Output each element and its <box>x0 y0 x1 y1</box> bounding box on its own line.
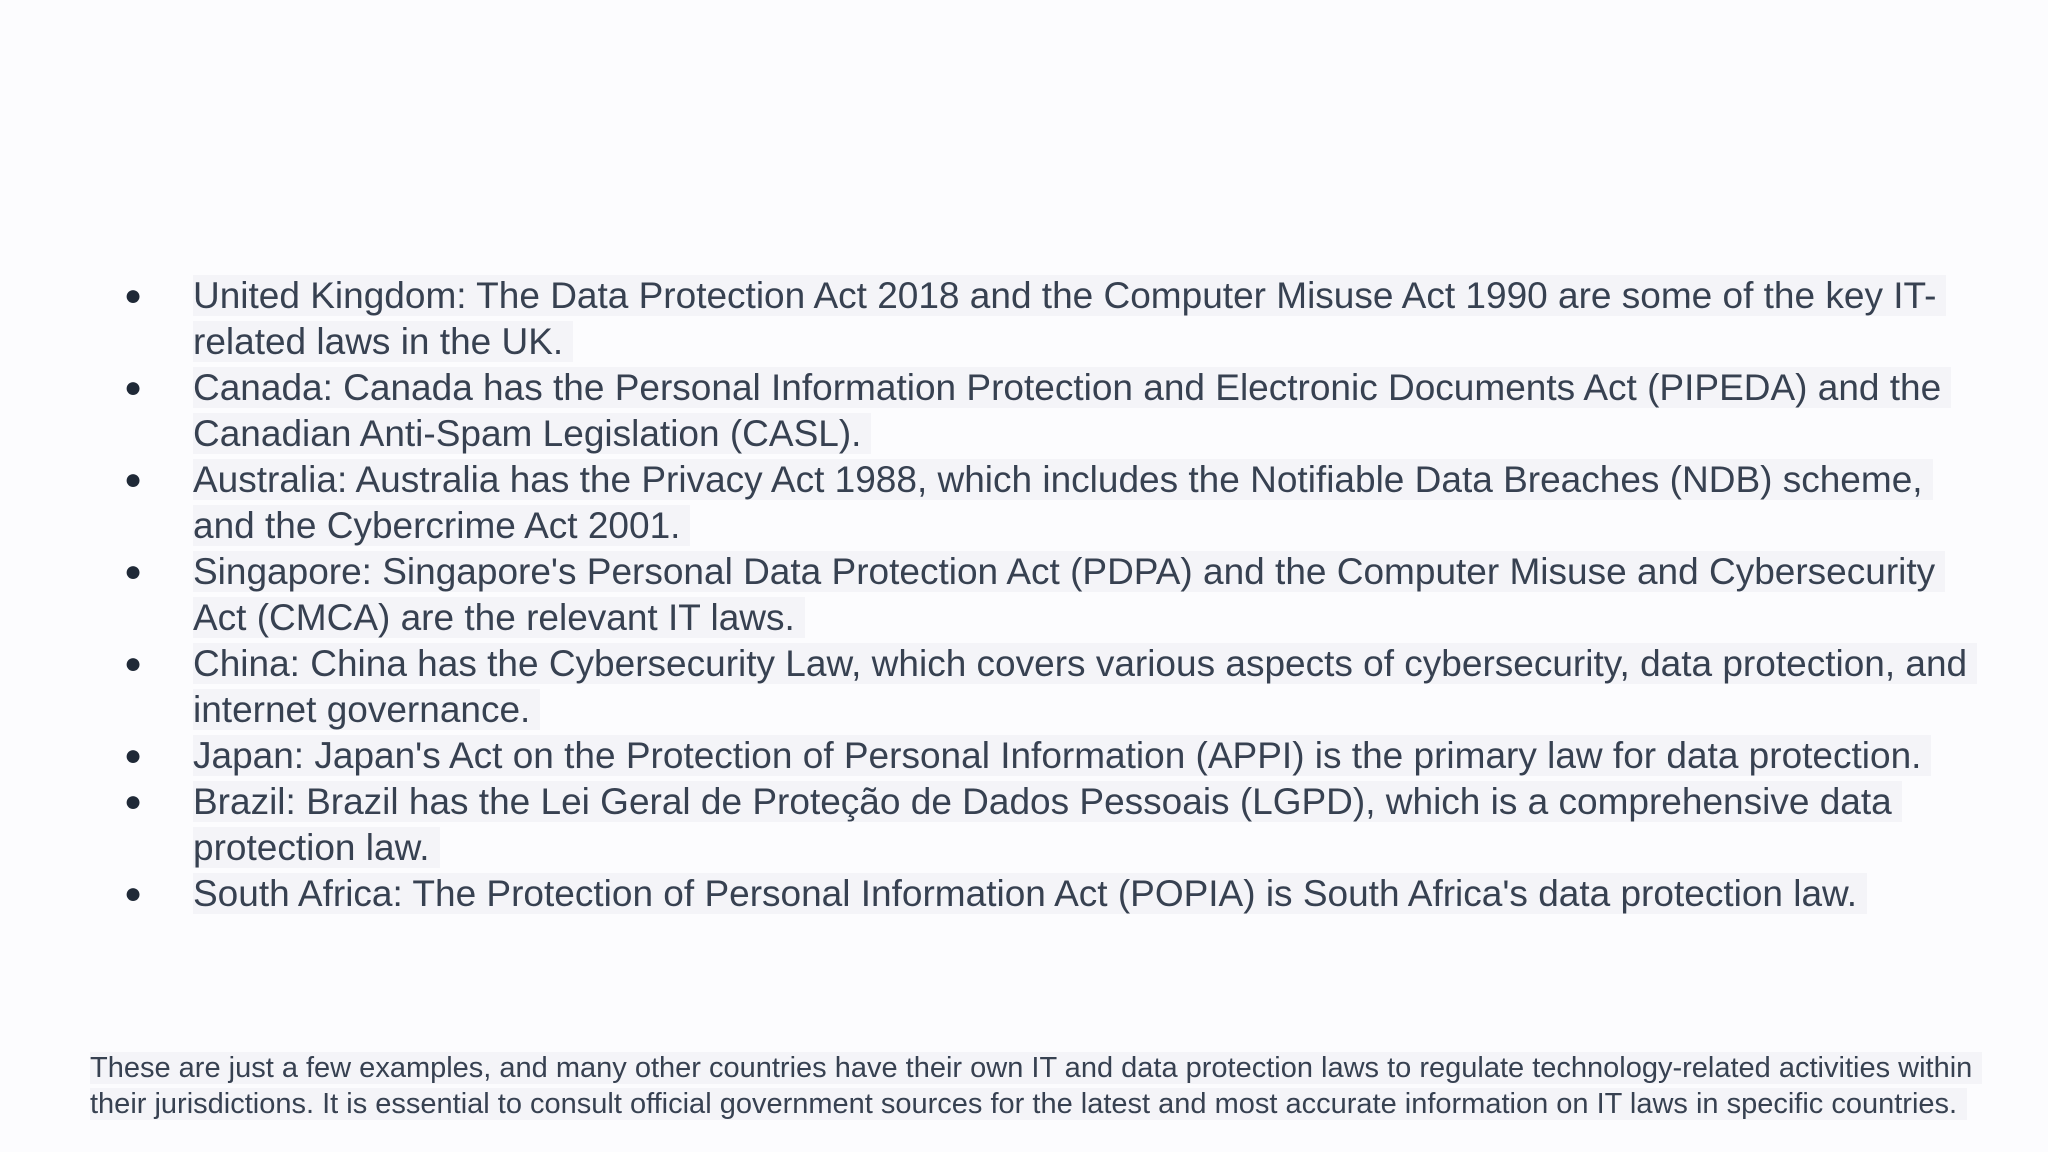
list-item-text: South Africa: The Protection of Personal Information Act (POPIA) is South Africa's data protection law. <box>193 873 1867 914</box>
list-item <box>120 365 1980 457</box>
it-laws-list <box>120 273 1980 917</box>
bullet-icon: ● <box>124 555 143 588</box>
bullet-icon: ● <box>124 647 143 680</box>
list-item <box>120 457 1980 549</box>
bullet-icon: ● <box>124 877 143 910</box>
list-item <box>120 641 1980 733</box>
closing-paragraph <box>90 1050 1990 1122</box>
bullet-icon: ● <box>124 785 143 818</box>
list-item-text: Singapore: Singapore's Personal Data Protection Act (PDPA) and the Computer Misuse and Cybersecurity Act (CMCA) are the relevant IT laws. <box>193 551 1945 638</box>
list-item <box>120 779 1980 871</box>
bullet-icon: ● <box>124 463 143 496</box>
list-item-text: Canada: Canada has the Personal Information Protection and Electronic Documents Act (PIPEDA) and the Canadian Anti-Spam Legislation (CASL). <box>193 367 1951 454</box>
list-item <box>120 733 1980 779</box>
list-item-text: United Kingdom: The Data Protection Act 2018 and the Computer Misuse Act 1990 are some of the key IT-related laws in the UK. <box>193 275 1946 362</box>
list-item-text: China: China has the Cybersecurity Law, which covers various aspects of cybersecurity, data protection, and internet governance. <box>193 643 1977 730</box>
bullet-icon: ● <box>124 371 143 404</box>
list-item <box>120 273 1980 365</box>
list-item-text: Japan: Japan's Act on the Protection of Personal Information (APPI) is the primary law for data protection. <box>193 735 1931 776</box>
list-item <box>120 871 1980 917</box>
list-item-text: Australia: Australia has the Privacy Act 1988, which includes the Notifiable Data Breaches (NDB) scheme, and the Cybercrime Act 2001. <box>193 459 1933 546</box>
bullet-icon: ● <box>124 279 143 312</box>
closing-paragraph-text: These are just a few examples, and many other countries have their own IT and data protection laws to regulate technology-related activities within their jurisdictions. It is essential to consult official government sources for the latest and most accurate information on IT laws in specific countries. <box>90 1052 1982 1120</box>
list-item <box>120 549 1980 641</box>
bullet-icon: ● <box>124 739 143 772</box>
list-item-text: Brazil: Brazil has the Lei Geral de Proteção de Dados Pessoais (LGPD), which is a comprehensive data protection law. <box>193 781 1902 868</box>
